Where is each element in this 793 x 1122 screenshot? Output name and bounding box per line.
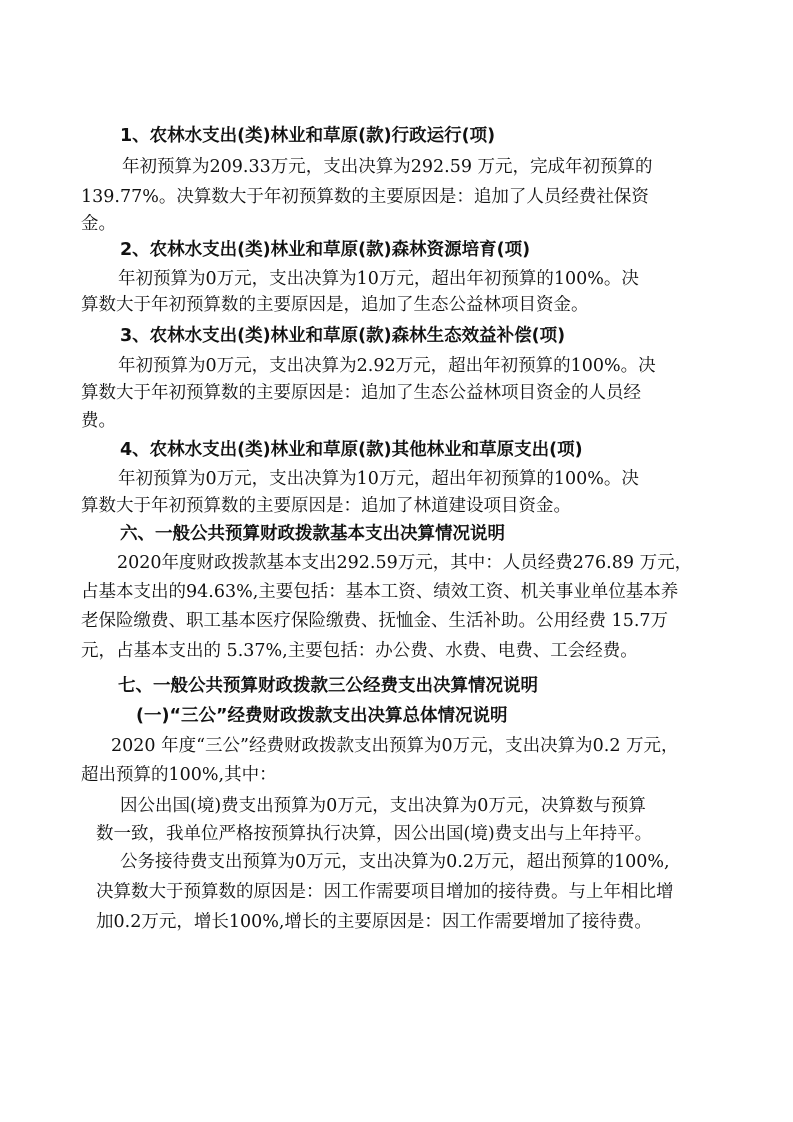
paragraph-line: 年初预算为0万元，支出决算为10万元，超出年初预算的100%。决 bbox=[118, 469, 639, 489]
paragraph-line: 费。 bbox=[81, 411, 116, 431]
heading-item-2: 2、农林水支出(类)林业和草原(款)森林资源培育(项) bbox=[120, 240, 531, 260]
paragraph-line: 超出预算的100%,其中： bbox=[81, 765, 277, 785]
paragraph-line: 公务接待费支出预算为0万元，支出决算为0.2万元，超出预算的100%, bbox=[120, 852, 670, 872]
heading-section-6: 六、一般公共预算财政拨款基本支出决算情况说明 bbox=[120, 524, 505, 544]
paragraph-line: 元，占基本支出的 5.37%,主要包括：办公费、水费、电费、工会经费。 bbox=[81, 641, 638, 661]
heading-item-3: 3、农林水支出(类)林业和草原(款)森林生态效益补偿(项) bbox=[120, 326, 566, 346]
paragraph-line: 2020年度财政拨款基本支出292.59万元，其中：人员经费276.89 万元， bbox=[117, 553, 693, 573]
paragraph-line: 加0.2万元，增长100%,增长的主要原因是：因工作需要增加了接待费。 bbox=[96, 912, 652, 932]
paragraph-line: 年初预算为0万元，支出决算为2.92万元，超出年初预算的100%。决 bbox=[118, 356, 656, 376]
paragraph-line: 因公出国(境)费支出预算为0万元，支出决算为0万元，决算数与预算 bbox=[120, 796, 646, 816]
paragraph-line: 决算数大于预算数的原因是：因工作需要项目增加的接待费。与上年相比增 bbox=[96, 882, 674, 902]
subheading-section-7-1: (一)“三公”经费财政拨款支出决算总体情况说明 bbox=[136, 706, 508, 726]
paragraph-line: 139.77%。决算数大于年初预算数的主要原因是：追加了人员经费社保资 bbox=[81, 187, 649, 207]
paragraph-line: 年初预算为209.33万元，支出决算为292.59 万元，完成年初预算的 bbox=[122, 157, 653, 177]
paragraph-line: 数一致，我单位严格按预算执行决算，因公出国(境)费支出与上年持平。 bbox=[96, 824, 653, 844]
paragraph-line: 占基本支出的94.63%,主要包括：基本工资、绩效工资、机关事业单位基本养 bbox=[81, 582, 679, 602]
paragraph-line: 2020 年度“三公”经费财政拨款支出预算为0万元，支出决算为0.2 万元， bbox=[111, 736, 679, 756]
paragraph-line: 金。 bbox=[81, 214, 116, 234]
paragraph-line: 算数大于年初预算数的主要原因是：追加了林道建设项目资金。 bbox=[81, 496, 571, 516]
paragraph-line: 年初预算为0万元，支出决算为10万元，超出年初预算的100%。决 bbox=[118, 269, 639, 289]
heading-section-7: 七、一般公共预算财政拨款三公经费支出决算情况说明 bbox=[118, 676, 538, 696]
paragraph-line: 算数大于年初预算数的主要原因是，追加了生态公益林项目资金。 bbox=[81, 295, 589, 315]
heading-item-4: 4、农林水支出(类)林业和草原(款)其他林业和草原支出(项) bbox=[120, 440, 583, 460]
paragraph-line: 算数大于年初预算数的主要原因是：追加了生态公益林项目资金的人员经 bbox=[81, 383, 641, 403]
heading-item-1: 1、农林水支出(类)林业和草原(款)行政运行(项) bbox=[120, 126, 496, 146]
paragraph-line: 老保险缴费、职工基本医疗保险缴费、抚恤金、生活补助。公用经费 15.7万 bbox=[81, 611, 669, 631]
